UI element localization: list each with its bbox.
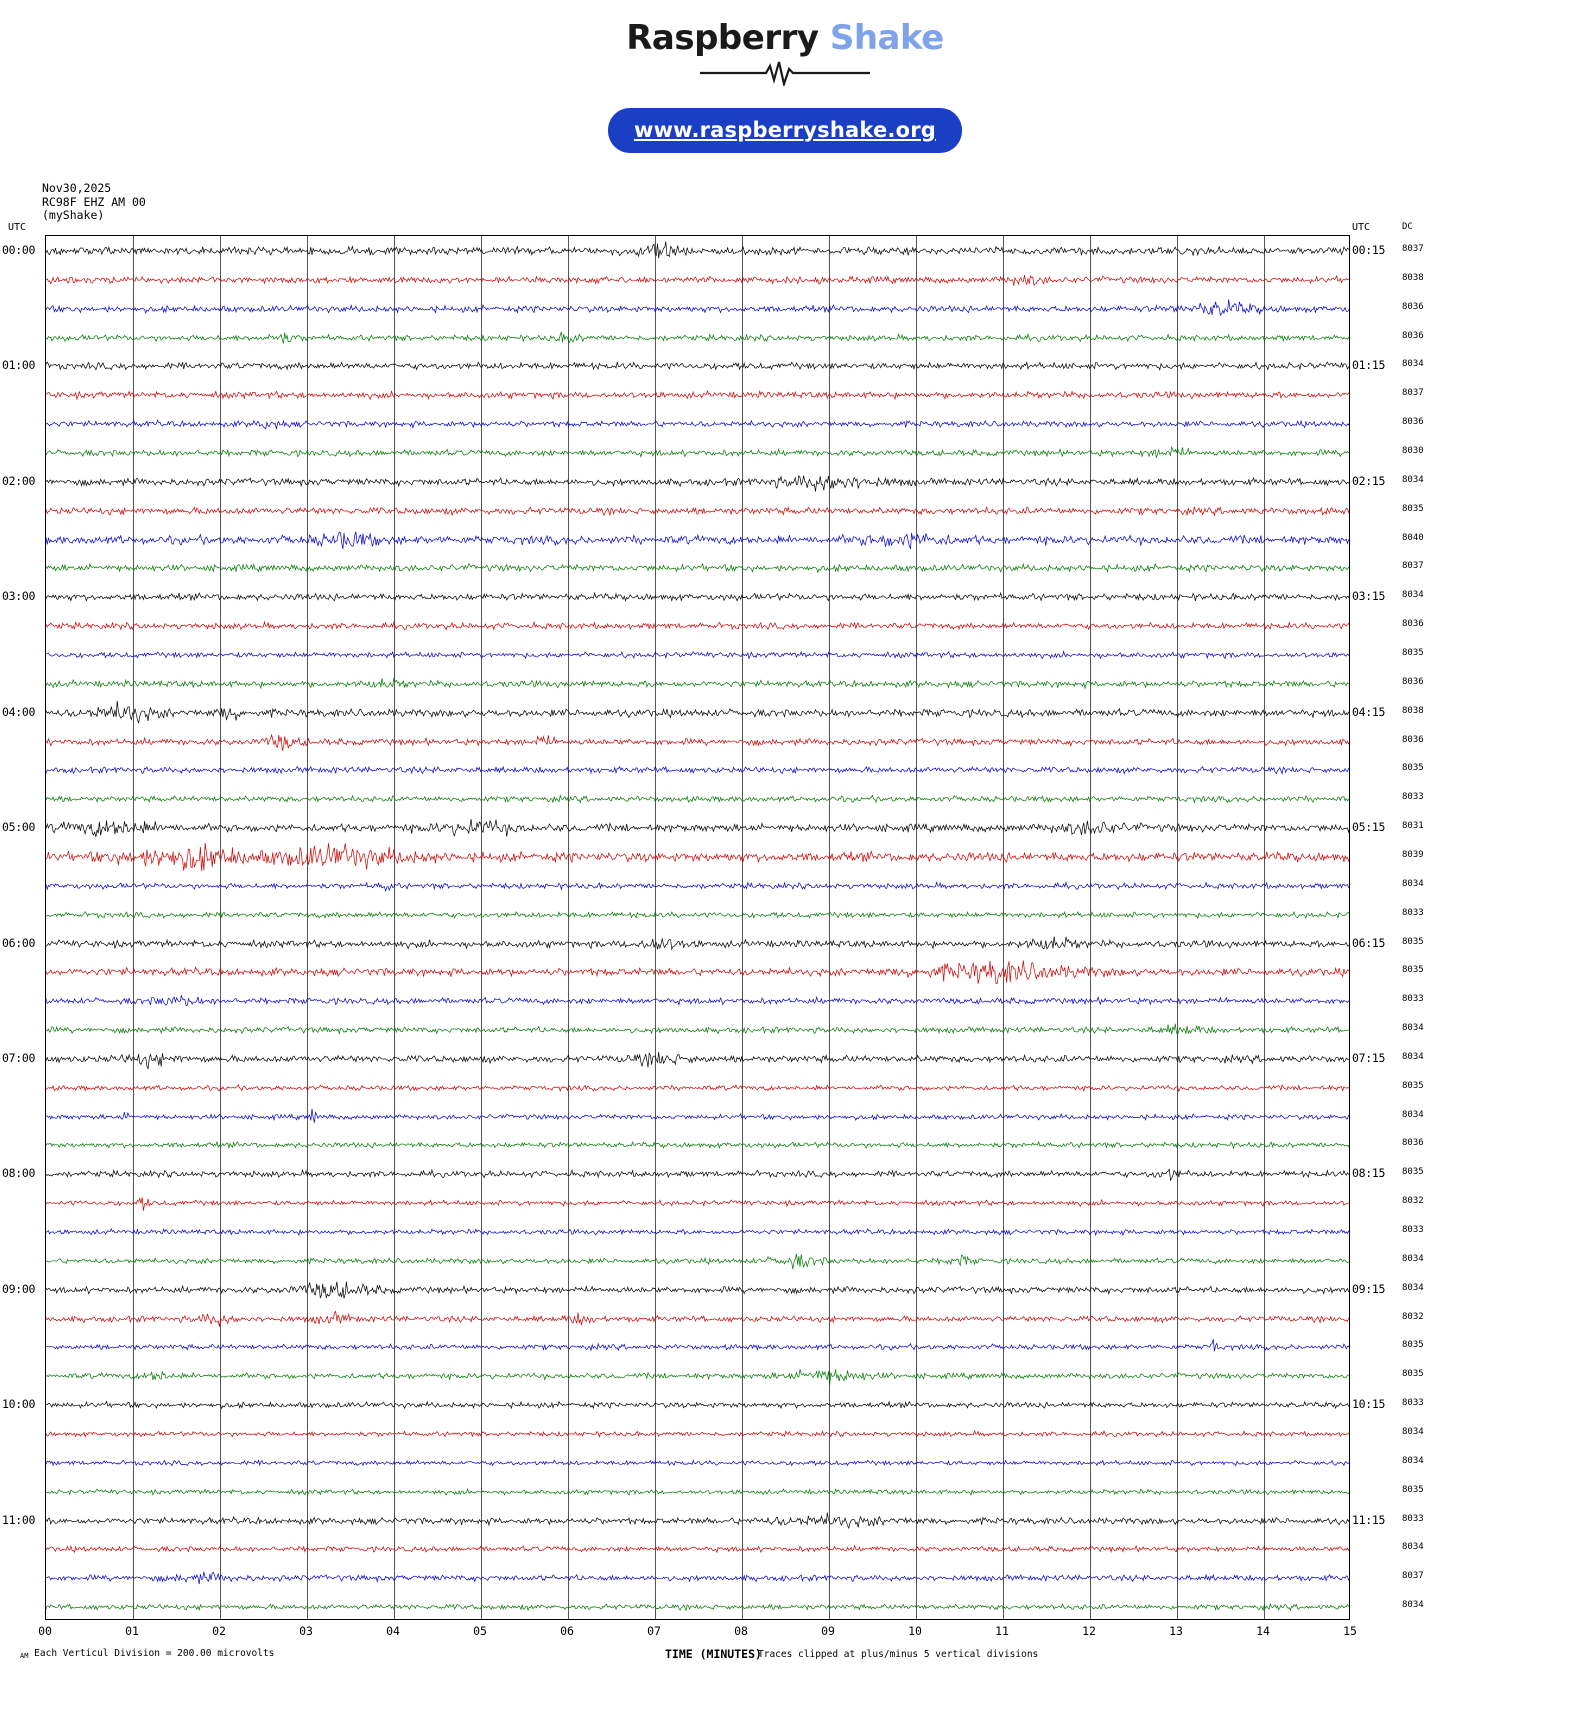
x-tick-label: 00	[38, 1624, 52, 1638]
dc-value: 8039	[1402, 849, 1424, 860]
dc-value: 8036	[1402, 734, 1424, 745]
trace-row	[46, 755, 1350, 783]
dc-value: 8033	[1402, 792, 1424, 803]
trace-row	[46, 1534, 1350, 1562]
trace-row	[46, 265, 1350, 293]
trace-row	[46, 582, 1350, 610]
dc-value: 8033	[1402, 1398, 1424, 1409]
dc-value: 8035	[1402, 936, 1424, 947]
dc-value: 8034	[1402, 1051, 1424, 1062]
dc-value: 8035	[1402, 1080, 1424, 1091]
website-link[interactable]: www.raspberryshake.org	[608, 108, 962, 153]
x-tick-label: 08	[734, 1624, 748, 1638]
plot-nickname: (myShake)	[42, 208, 105, 222]
hour-label-left: 05:00	[2, 820, 36, 835]
x-tick-label: 02	[212, 1624, 226, 1638]
trace-row	[46, 986, 1350, 1014]
dc-value: 8035	[1402, 503, 1424, 514]
hour-label-right: 07:15	[1352, 1050, 1386, 1065]
trace-row	[46, 957, 1350, 985]
hour-label-left: 11:00	[2, 1512, 36, 1527]
dc-value: 8034	[1402, 1282, 1424, 1293]
hour-label-right: 01:15	[1352, 358, 1386, 373]
hour-label-right: 06:15	[1352, 935, 1386, 950]
dc-value: 8033	[1402, 994, 1424, 1005]
trace-row	[46, 1246, 1350, 1274]
dc-value: 8033	[1402, 1513, 1424, 1524]
utc-left-header: UTC	[8, 222, 27, 233]
plot-meta	[42, 182, 146, 223]
trace-row	[46, 611, 1350, 639]
trace-row	[46, 236, 1350, 264]
trace-row	[46, 1102, 1350, 1130]
dc-value: 8036	[1402, 301, 1424, 312]
trace-row	[46, 929, 1350, 957]
dc-value: 8036	[1402, 330, 1424, 341]
trace-row	[46, 409, 1350, 437]
dc-value: 8032	[1402, 1311, 1424, 1322]
clip-note: Traces clipped at plus/minus 5 vertical divisions	[758, 1649, 1039, 1660]
hour-label-right: 02:15	[1352, 473, 1386, 488]
dc-value: 8034	[1402, 474, 1424, 485]
trace-row	[46, 1073, 1350, 1101]
page-header	[0, 0, 1570, 153]
dc-value: 8034	[1402, 1600, 1424, 1611]
scale-note	[20, 1648, 274, 1660]
trace-row	[46, 1275, 1350, 1303]
hour-label-right: 11:15	[1352, 1512, 1386, 1527]
trace-row	[46, 323, 1350, 351]
hour-label-left: 00:00	[2, 243, 36, 257]
hour-label-left: 07:00	[2, 1050, 36, 1065]
trace-row	[46, 467, 1350, 495]
x-tick-label: 14	[1256, 1624, 1270, 1638]
trace-row	[46, 553, 1350, 581]
trace-row	[46, 438, 1350, 466]
trace-row	[46, 871, 1350, 899]
dc-value: 8035	[1402, 1167, 1424, 1178]
dc-value: 8034	[1402, 359, 1424, 370]
hour-label-left: 02:00	[2, 473, 36, 488]
x-tick-label: 06	[560, 1624, 574, 1638]
dc-value: 8038	[1402, 705, 1424, 716]
trace-grid	[45, 235, 1350, 1620]
trace-row	[46, 900, 1350, 928]
hour-label-left: 09:00	[2, 1281, 36, 1296]
dc-value: 8035	[1402, 965, 1424, 976]
x-tick-label: 01	[125, 1624, 139, 1638]
dc-value: 8037	[1402, 561, 1424, 572]
dc-column-header: DC	[1402, 222, 1413, 232]
hour-label-right: 04:15	[1352, 704, 1386, 719]
dc-value: 8037	[1402, 244, 1424, 254]
hour-label-right: 09:15	[1352, 1281, 1386, 1296]
plot-date: Nov30,2025	[42, 181, 112, 195]
trace-row	[46, 1304, 1350, 1332]
hour-label-left: 08:00	[2, 1166, 36, 1181]
trace-row	[46, 1563, 1350, 1591]
dc-value: 8034	[1402, 878, 1424, 889]
trace-row	[46, 1217, 1350, 1245]
trace-row	[46, 1332, 1350, 1360]
dc-value: 8036	[1402, 676, 1424, 687]
dc-value: 8038	[1402, 272, 1424, 283]
x-tick-label: 09	[821, 1624, 835, 1638]
x-tick-label: 10	[908, 1624, 922, 1638]
x-tick-label: 07	[647, 1624, 661, 1638]
dc-value: 8033	[1402, 1225, 1424, 1236]
dc-value: 8035	[1402, 647, 1424, 658]
dc-value: 8034	[1402, 1455, 1424, 1466]
trace-row	[46, 813, 1350, 841]
x-tick-label: 11	[995, 1624, 1009, 1638]
plot-station: RC98F EHZ AM 00	[42, 194, 146, 209]
trace-row	[46, 698, 1350, 726]
trace-row	[46, 1448, 1350, 1476]
dc-value: 8035	[1402, 1369, 1424, 1380]
dc-value: 8031	[1402, 821, 1424, 832]
trace-row	[46, 842, 1350, 870]
brand-title	[0, 18, 1570, 58]
hour-label-right: 00:15	[1352, 243, 1386, 257]
trace-row	[46, 669, 1350, 697]
dc-value: 8035	[1402, 1340, 1424, 1351]
dc-value: 8034	[1402, 1023, 1424, 1034]
hour-label-left: 03:00	[2, 589, 36, 604]
trace-row	[46, 380, 1350, 408]
dc-value: 8035	[1402, 763, 1424, 774]
hour-label-left: 10:00	[2, 1397, 36, 1412]
brand-word-shake: Shake	[829, 18, 944, 58]
trace-row	[46, 640, 1350, 668]
dc-value: 8034	[1402, 1253, 1424, 1264]
seismic-wave-icon	[700, 60, 870, 86]
dc-value: 8036	[1402, 619, 1424, 630]
x-tick-label: 13	[1169, 1624, 1183, 1638]
dc-value: 8037	[1402, 1571, 1424, 1582]
trace-row	[46, 784, 1350, 812]
hour-label-right: 05:15	[1352, 820, 1386, 835]
trace-row	[46, 294, 1350, 322]
x-axis-title: TIME (MINUTES)	[665, 1647, 762, 1661]
hour-label-left: 04:00	[2, 704, 36, 719]
trace-row	[46, 351, 1350, 379]
trace-row	[46, 727, 1350, 755]
hour-label-right: 08:15	[1352, 1166, 1386, 1181]
dc-value: 8037	[1402, 388, 1424, 399]
dc-value: 8036	[1402, 1138, 1424, 1149]
x-tick-label: 15	[1343, 1624, 1357, 1638]
scale-note-sub: AM	[20, 1652, 29, 1660]
trace-row	[46, 496, 1350, 524]
dc-value: 8034	[1402, 1109, 1424, 1120]
dc-value: 8030	[1402, 445, 1424, 456]
trace-row	[46, 1044, 1350, 1072]
trace-row	[46, 1390, 1350, 1418]
dc-value: 8035	[1402, 1484, 1424, 1495]
dc-value: 8032	[1402, 1196, 1424, 1207]
utc-right-header: UTC	[1352, 222, 1371, 233]
hour-label-left: 01:00	[2, 358, 36, 373]
trace-row	[46, 525, 1350, 553]
x-tick-label: 03	[299, 1624, 313, 1638]
hour-label-right: 03:15	[1352, 589, 1386, 604]
dc-value: 8034	[1402, 1542, 1424, 1553]
brand-word-raspberry: Raspberry	[626, 18, 819, 58]
x-tick-label: 04	[386, 1624, 400, 1638]
x-tick-label: 12	[1082, 1624, 1096, 1638]
trace-row	[46, 1015, 1350, 1043]
trace-row	[46, 1188, 1350, 1216]
dc-value: 8034	[1402, 1427, 1424, 1438]
x-tick-label: 05	[473, 1624, 487, 1638]
hour-label-left: 06:00	[2, 935, 36, 950]
dc-value: 8040	[1402, 532, 1424, 543]
trace-row	[46, 1592, 1350, 1620]
trace-row	[46, 1130, 1350, 1158]
trace-row	[46, 1506, 1350, 1534]
x-axis-ticks	[38, 1624, 1357, 1640]
seismogram-plot	[0, 178, 1570, 1708]
scale-note-text: Each Verticul Division = 200.00 microvolts	[34, 1648, 275, 1659]
dc-value: 8034	[1402, 590, 1424, 601]
dc-value: 8033	[1402, 907, 1424, 918]
trace-row	[46, 1361, 1350, 1389]
dc-value: 8036	[1402, 417, 1424, 428]
trace-row	[46, 1159, 1350, 1187]
trace-row	[46, 1419, 1350, 1447]
hour-label-right: 10:15	[1352, 1397, 1386, 1412]
trace-row	[46, 1477, 1350, 1505]
